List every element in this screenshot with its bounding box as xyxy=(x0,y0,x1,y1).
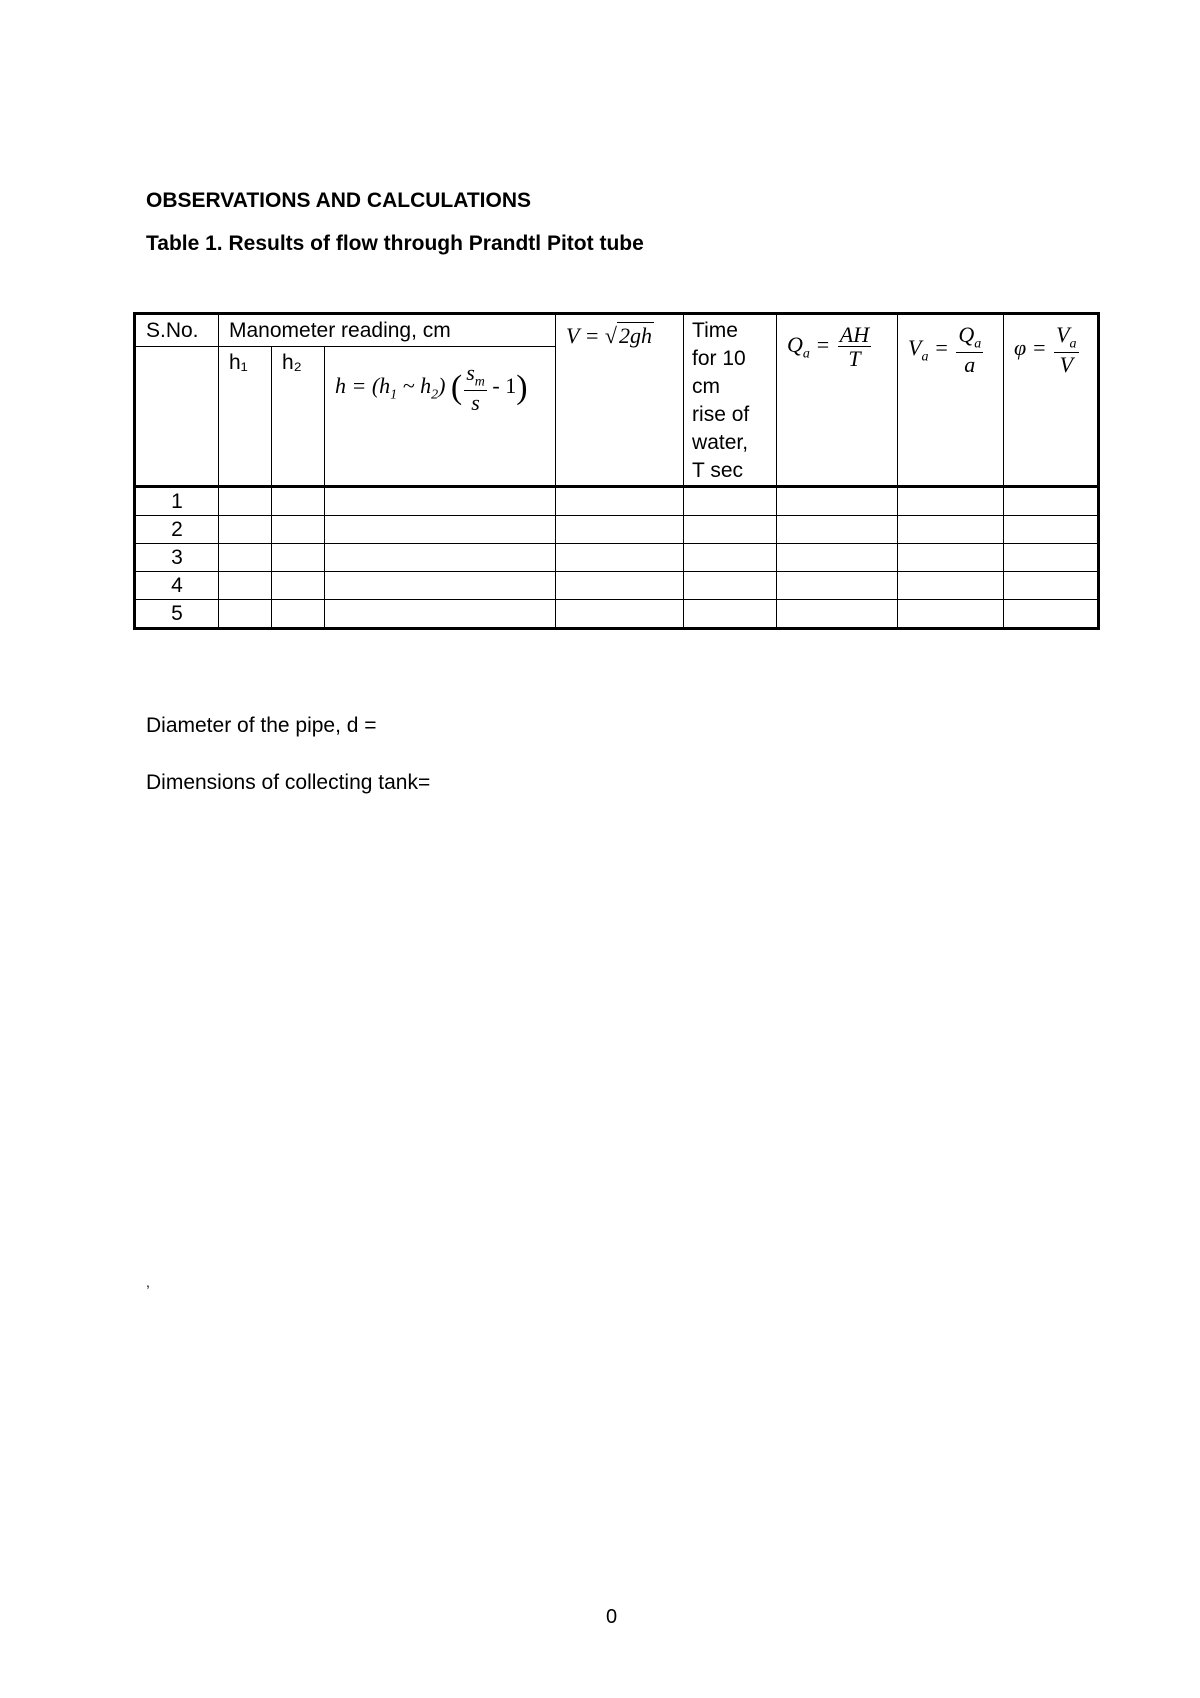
cell-va xyxy=(898,543,1004,571)
cell-v xyxy=(556,571,684,599)
stray-mark: , xyxy=(146,1274,150,1290)
table-row xyxy=(135,486,1099,515)
table-row xyxy=(135,515,1099,543)
cell-qa xyxy=(777,486,898,515)
header-h2: h₂ xyxy=(272,347,325,486)
row-number: 1 xyxy=(135,486,219,515)
cell-v xyxy=(556,599,684,628)
header-h1: h₁ xyxy=(219,347,272,486)
row-number: 4 xyxy=(135,571,219,599)
table-row xyxy=(135,543,1099,571)
pipe-diameter-label: Diameter of the pipe, d = xyxy=(146,714,377,737)
cell-phi xyxy=(1004,515,1099,543)
cell-va xyxy=(898,486,1004,515)
row-number: 3 xyxy=(135,543,219,571)
cell-qa xyxy=(777,543,898,571)
cell-time xyxy=(684,515,777,543)
cell-time xyxy=(684,486,777,515)
header-sno: S.No. xyxy=(135,314,219,347)
cell-v xyxy=(556,515,684,543)
header-coefficient-formula: φ = $\frac{V_a}{V}$ xyxy=(1004,314,1099,487)
cell-h2 xyxy=(272,515,325,543)
header-velocity-formula: V = √2gh xyxy=(556,314,684,487)
cell-time xyxy=(684,571,777,599)
cell-phi xyxy=(1004,486,1099,515)
cell-time xyxy=(684,599,777,628)
cell-v xyxy=(556,543,684,571)
cell-phi xyxy=(1004,571,1099,599)
table-row xyxy=(135,599,1099,628)
cell-h1 xyxy=(219,571,272,599)
cell-v xyxy=(556,486,684,515)
cell-h xyxy=(325,571,556,599)
cell-qa xyxy=(777,571,898,599)
cell-va xyxy=(898,599,1004,628)
cell-qa xyxy=(777,599,898,628)
cell-h1 xyxy=(219,515,272,543)
cell-h xyxy=(325,515,556,543)
header-sno-blank xyxy=(135,347,219,486)
header-actual-velocity-formula: $V_a$ = $\frac{Q_a}{a}$ xyxy=(898,314,1004,487)
cell-va xyxy=(898,571,1004,599)
cell-h xyxy=(325,486,556,515)
cell-va xyxy=(898,515,1004,543)
row-number: 5 xyxy=(135,599,219,628)
header-manometer: Manometer reading, cm xyxy=(219,314,556,347)
section-title: OBSERVATIONS AND CALCULATIONS xyxy=(146,189,532,212)
tank-dimensions-label: Dimensions of collecting tank= xyxy=(146,771,431,794)
results-table xyxy=(133,312,1100,630)
cell-phi xyxy=(1004,599,1099,628)
cell-qa xyxy=(777,515,898,543)
table-row xyxy=(135,571,1099,599)
page-number: 0 xyxy=(606,1606,618,1628)
cell-h2 xyxy=(272,486,325,515)
header-h-formula: $h = (h_1$ ~ $h_2$) ( $\frac{s_m}{s}$ - 1) xyxy=(325,347,556,486)
cell-h1 xyxy=(219,599,272,628)
cell-h xyxy=(325,543,556,571)
cell-h2 xyxy=(272,543,325,571)
cell-h xyxy=(325,599,556,628)
cell-h1 xyxy=(219,486,272,515)
cell-h2 xyxy=(272,599,325,628)
header-discharge-formula: $Q_a$ = $\frac{AH}{T}$ xyxy=(777,314,898,487)
header-time: Time for 10 cm rise of water, T sec xyxy=(684,314,777,487)
table-caption: Table 1. Results of flow through Prandtl Pitot tube xyxy=(146,232,644,255)
row-number: 2 xyxy=(135,515,219,543)
cell-phi xyxy=(1004,543,1099,571)
cell-h2 xyxy=(272,571,325,599)
cell-time xyxy=(684,543,777,571)
cell-h1 xyxy=(219,543,272,571)
